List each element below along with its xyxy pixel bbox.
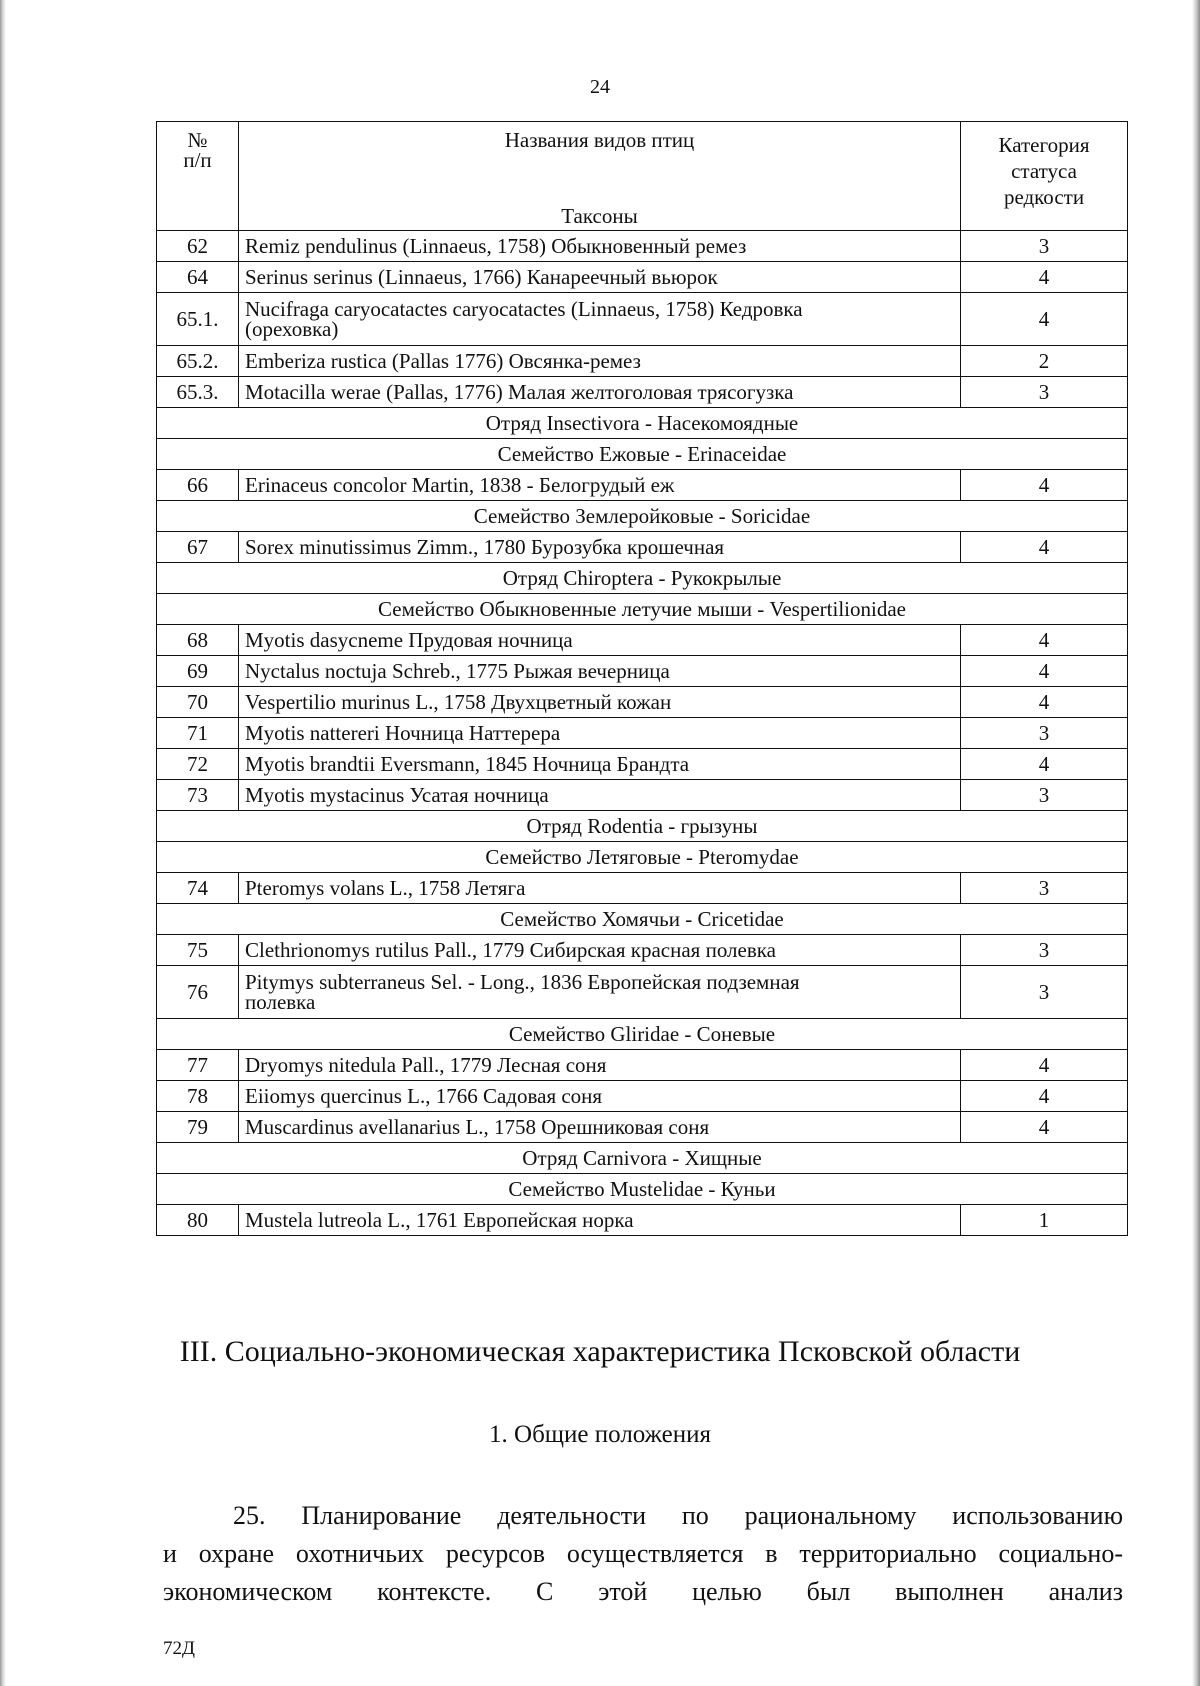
paragraph-line: 25. Планирование деятельности по рациональному использованию xyxy=(233,1501,1123,1530)
group-label: Семейство Хомячьи - Cricetidae xyxy=(157,904,1128,935)
species-row xyxy=(157,780,1128,811)
group-row xyxy=(157,1143,1128,1174)
species-number: 71 xyxy=(157,718,239,749)
species-number: 65.3. xyxy=(157,377,239,408)
section-heading: III. Социально-экономическая характеристика Псковской области xyxy=(179,1335,1021,1368)
header-number xyxy=(157,122,239,231)
group-label: Отряд Rodentia - грызуны xyxy=(157,811,1128,842)
species-name: Serinus serinus (Linnaeus, 1766) Канареечный вьюрок xyxy=(239,262,961,293)
group-row xyxy=(157,501,1128,532)
species-number: 69 xyxy=(157,656,239,687)
rarity-category: 4 xyxy=(961,532,1128,563)
group-label: Семейство Gliridae - Соневые xyxy=(157,1019,1128,1050)
group-label: Семейство Mustelidae - Куньи xyxy=(157,1174,1128,1205)
species-row xyxy=(157,656,1128,687)
group-row xyxy=(157,904,1128,935)
header-name-taxa: Таксоны xyxy=(561,204,638,228)
species-number: 67 xyxy=(157,532,239,563)
species-row xyxy=(157,293,1128,346)
species-name: Mustela lutreola L., 1761 Европейская норка xyxy=(239,1205,961,1236)
group-label: Семейство Летяговые - Pteromydae xyxy=(157,842,1128,873)
rarity-category: 3 xyxy=(961,718,1128,749)
species-number: 78 xyxy=(157,1081,239,1112)
group-row xyxy=(157,811,1128,842)
rarity-category: 4 xyxy=(961,262,1128,293)
species-row xyxy=(157,470,1128,501)
header-name-title: Названия видов птиц xyxy=(504,128,695,152)
species-number: 72 xyxy=(157,749,239,780)
rarity-category: 3 xyxy=(961,231,1128,262)
group-row xyxy=(157,842,1128,873)
rarity-category: 1 xyxy=(961,1205,1128,1236)
species-row xyxy=(157,935,1128,966)
species-row xyxy=(157,532,1128,563)
rarity-category: 4 xyxy=(961,625,1128,656)
species-number: 77 xyxy=(157,1050,239,1081)
species-number: 65.2. xyxy=(157,346,239,377)
species-name: Emberiza rustica (Pallas 1776) Овсянка-ремез xyxy=(239,346,961,377)
rarity-category: 3 xyxy=(961,966,1128,1019)
species-number: 68 xyxy=(157,625,239,656)
species-name: Motacilla werae (Pallas, 1776) Малая желтоголовая трясогузка xyxy=(239,377,961,408)
header-name xyxy=(239,122,961,231)
group-row xyxy=(157,408,1128,439)
species-row xyxy=(157,231,1128,262)
species-name: Clethrionomys rutilus Pall., 1779 Сибирская красная полевка xyxy=(239,935,961,966)
species-row xyxy=(157,1205,1128,1236)
species-table xyxy=(156,121,1128,1236)
species-row xyxy=(157,749,1128,780)
rarity-category: 3 xyxy=(961,935,1128,966)
species-name: Remiz pendulinus (Linnaeus, 1758) Обыкновенный ремез xyxy=(239,231,961,262)
species-row xyxy=(157,718,1128,749)
species-name: Myotis dasycneme Прудовая ночница xyxy=(239,625,961,656)
rarity-category: 4 xyxy=(961,1050,1128,1081)
rarity-category: 3 xyxy=(961,780,1128,811)
species-name: Myotis mystacinus Усатая ночница xyxy=(239,780,961,811)
species-row xyxy=(157,1112,1128,1143)
species-name: Nyctalus noctuja Schreb., 1775 Рыжая вечерница xyxy=(239,656,961,687)
species-row xyxy=(157,1050,1128,1081)
species-number: 70 xyxy=(157,687,239,718)
rarity-category: 4 xyxy=(961,749,1128,780)
rarity-category: 2 xyxy=(961,346,1128,377)
header-number-label: № п/п xyxy=(183,128,212,172)
group-label: Семейство Обыкновенные летучие мыши - Vespertilionidae xyxy=(157,594,1128,625)
species-row xyxy=(157,262,1128,293)
group-row xyxy=(157,563,1128,594)
header-category-label: Категория статуса редкости xyxy=(998,133,1090,209)
species-row xyxy=(157,966,1128,1019)
group-label: Отряд Insectivora - Насекомоядные xyxy=(157,408,1128,439)
species-name: Pitymys subterraneus Sel. - Long., 1836 Европейская подземная полевка xyxy=(239,966,961,1019)
species-name: Myotis brandtii Eversmann, 1845 Ночница Брандта xyxy=(239,749,961,780)
species-name: Vespertilio murinus L., 1758 Двухцветный кожан xyxy=(239,687,961,718)
rarity-category: 4 xyxy=(961,687,1128,718)
paragraph-line: экономическом контексте. С этой целью был выполнен анализ xyxy=(163,1577,1123,1606)
species-number: 80 xyxy=(157,1205,239,1236)
species-number: 75 xyxy=(157,935,239,966)
rarity-category: 4 xyxy=(961,470,1128,501)
species-name: Dryomys nitedula Pall., 1779 Лесная соня xyxy=(239,1050,961,1081)
species-name: Sorex minutissimus Zimm., 1780 Бурозубка крошечная xyxy=(239,532,961,563)
species-row xyxy=(157,687,1128,718)
species-name: Eiiomys quercinus L., 1766 Садовая соня xyxy=(239,1081,961,1112)
group-label: Семейство Землеройковые - Soricidae xyxy=(157,501,1128,532)
group-label: Отряд Chiroptera - Рукокрылые xyxy=(157,563,1128,594)
header-category xyxy=(961,122,1128,231)
paragraph-line: и охране охотничьих ресурсов осуществляется в территориально социально- xyxy=(163,1539,1123,1568)
group-row xyxy=(157,594,1128,625)
footer-code: 72Д xyxy=(163,1638,195,1659)
species-row xyxy=(157,346,1128,377)
rarity-category: 4 xyxy=(961,656,1128,687)
rarity-category: 4 xyxy=(961,1112,1128,1143)
group-label: Семейство Ежовые - Erinaceidae xyxy=(157,439,1128,470)
species-number: 73 xyxy=(157,780,239,811)
species-number: 62 xyxy=(157,231,239,262)
paragraph xyxy=(163,1497,1123,1611)
species-number: 64 xyxy=(157,262,239,293)
group-row xyxy=(157,1174,1128,1205)
rarity-category: 3 xyxy=(961,377,1128,408)
rarity-category: 4 xyxy=(961,293,1128,346)
rarity-category: 3 xyxy=(961,873,1128,904)
species-name: Muscardinus avellanarius L., 1758 Орешниковая соня xyxy=(239,1112,961,1143)
table-header-row xyxy=(157,122,1128,231)
species-name: Erinaceus concolor Martin, 1838 - Белогрудый еж xyxy=(239,470,961,501)
species-row xyxy=(157,873,1128,904)
species-row xyxy=(157,625,1128,656)
species-name: Pteromys volans L., 1758 Летяга xyxy=(239,873,961,904)
species-number: 76 xyxy=(157,966,239,1019)
group-label: Отряд Carnivora - Хищные xyxy=(157,1143,1128,1174)
group-row xyxy=(157,1019,1128,1050)
species-number: 66 xyxy=(157,470,239,501)
page-number: 24 xyxy=(590,76,610,98)
species-name: Myotis nattereri Ночница Наттерера xyxy=(239,718,961,749)
species-row xyxy=(157,1081,1128,1112)
species-number: 74 xyxy=(157,873,239,904)
species-number: 79 xyxy=(157,1112,239,1143)
species-number: 65.1. xyxy=(157,293,239,346)
sub-heading: 1. Общие положения xyxy=(489,1421,711,1448)
species-name: Nucifraga caryocatactes caryocatactes (Linnaeus, 1758) Кедровка (ореховка) xyxy=(239,293,961,346)
rarity-category: 4 xyxy=(961,1081,1128,1112)
species-row xyxy=(157,377,1128,408)
group-row xyxy=(157,439,1128,470)
